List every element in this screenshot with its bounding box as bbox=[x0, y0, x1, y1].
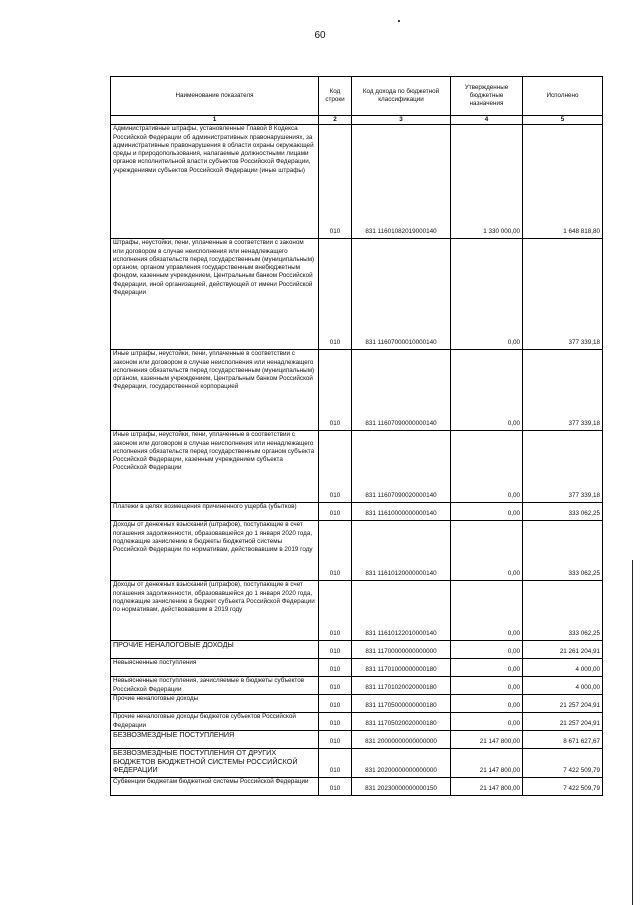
row-approved: 21 147 800,00 bbox=[451, 778, 523, 796]
row-executed: 4 000,00 bbox=[523, 677, 603, 695]
table-row bbox=[111, 731, 603, 749]
row-code: 010 bbox=[319, 677, 352, 695]
row-executed: 333 062,25 bbox=[523, 503, 603, 521]
budget-table bbox=[110, 76, 603, 796]
row-approved: 0,00 bbox=[451, 677, 523, 695]
row-name: Административные штрафы, установленные Главой 8 Кодекса Российской Федерации об административных правонарушениях, за административные правонарушения в области охраны окружающей среды и природопользования, налагаемые должностными лицами органов исполнительной власти субъектов Российской Федерации, учреждениями субъектов Российской Федерации (иные штрафы) bbox=[111, 125, 319, 239]
table-row bbox=[111, 713, 603, 731]
row-name: Иные штрафы, неустойки, пени, уплаченные в соответствии с законом или договором в случае неисполнения или ненадлежащего исполнения обязательств перед государственным органом субъекта Российской Федерации, казенным учреждением субъекта Российской Федерации bbox=[111, 431, 319, 503]
column-number: 4 bbox=[451, 116, 523, 125]
row-code: 010 bbox=[319, 125, 352, 239]
row-approved: 0,00 bbox=[451, 659, 523, 677]
row-kbk: 831 11610000000000140 bbox=[352, 503, 451, 521]
row-name: Невыясненные поступления bbox=[111, 659, 319, 677]
row-name: БЕЗВОЗМЕЗДНЫЕ ПОСТУПЛЕНИЯ ОТ ДРУГИХ БЮДЖЕТОВ БЮДЖЕТНОЙ СИСТЕМЫ РОССИЙСКОЙ ФЕДЕРАЦИИ bbox=[111, 749, 319, 778]
row-approved: 0,00 bbox=[451, 350, 523, 431]
row-name: Прочие неналоговые доходы бюджетов субъектов Российской Федерации bbox=[111, 713, 319, 731]
row-approved: 0,00 bbox=[451, 581, 523, 641]
row-kbk: 831 11705000000000180 bbox=[352, 695, 451, 713]
row-approved: 0,00 bbox=[451, 503, 523, 521]
row-executed: 8 671 627,67 bbox=[523, 731, 603, 749]
row-approved: 0,00 bbox=[451, 431, 523, 503]
row-code: 010 bbox=[319, 695, 352, 713]
row-name: Штрафы, неустойки, пени, уплаченные в соответствии с законом или договором в случае неисполнения или ненадлежащего исполнения обязательств перед государственным (муниципальным) органом, органом управления государственным внебюджетным фондом, казенным учреждением, Центральным банком Российской Федерации, иной организацией, действующей от имени Российской Федерации bbox=[111, 239, 319, 350]
row-executed: 333 062,25 bbox=[523, 581, 603, 641]
row-code: 010 bbox=[319, 350, 352, 431]
column-number-row bbox=[111, 116, 603, 125]
row-kbk: 831 11610122010000140 bbox=[352, 581, 451, 641]
row-kbk: 831 11607000010000140 bbox=[352, 239, 451, 350]
row-code: 010 bbox=[319, 641, 352, 659]
table-row bbox=[111, 503, 603, 521]
row-name: Прочие неналоговые доходы bbox=[111, 695, 319, 713]
row-code: 010 bbox=[319, 581, 352, 641]
column-number: 2 bbox=[319, 116, 352, 125]
row-approved: 0,00 bbox=[451, 521, 523, 581]
row-code: 010 bbox=[319, 659, 352, 677]
row-code: 010 bbox=[319, 431, 352, 503]
header-executed: Исполнено bbox=[523, 77, 603, 116]
table-body bbox=[111, 125, 603, 796]
table-row bbox=[111, 641, 603, 659]
header-row bbox=[111, 77, 603, 116]
row-kbk: 831 20000000000000000 bbox=[352, 731, 451, 749]
page-edge-line bbox=[632, 560, 633, 905]
row-name: Иные штрафы, неустойки, пени, уплаченные в соответствии с законом или договором в случае неисполнения или ненадлежащего исполнения обязательств перед государственным (муниципальным) органом, казенным учреждением, Центральным банком Российской Федерации, государственной корпорацией bbox=[111, 350, 319, 431]
row-kbk: 831 20200000000000000 bbox=[352, 749, 451, 778]
row-approved: 1 330 000,00 bbox=[451, 125, 523, 239]
row-code: 010 bbox=[319, 713, 352, 731]
header-kbk: Код дохода по бюджетной классификации bbox=[352, 77, 451, 116]
row-executed: 7 422 509,79 bbox=[523, 749, 603, 778]
scan-dot bbox=[398, 20, 400, 22]
row-executed: 21 257 204,91 bbox=[523, 713, 603, 731]
table-row bbox=[111, 521, 603, 581]
row-name: ПРОЧИЕ НЕНАЛОГОВЫЕ ДОХОДЫ bbox=[111, 641, 319, 659]
row-executed: 21 261 204,91 bbox=[523, 641, 603, 659]
row-kbk: 831 11705020020000180 bbox=[352, 713, 451, 731]
table-row bbox=[111, 749, 603, 778]
row-kbk: 831 11601082019000140 bbox=[352, 125, 451, 239]
row-kbk: 831 11607090020000140 bbox=[352, 431, 451, 503]
row-code: 010 bbox=[319, 503, 352, 521]
row-executed: 333 062,25 bbox=[523, 521, 603, 581]
row-name: Доходы от денежных взысканий (штрафов), поступающие в счет погашения задолженности, образовавшейся до 1 января 2020 года, подлежащие зачислению в бюджеты бюджетной системы Российской Федерации по нормативам, действовавшим в 2019 году bbox=[111, 521, 319, 581]
row-executed: 377 339,18 bbox=[523, 350, 603, 431]
row-kbk: 831 11610120000000140 bbox=[352, 521, 451, 581]
row-executed: 7 422 509,79 bbox=[523, 778, 603, 796]
row-executed: 377 339,18 bbox=[523, 239, 603, 350]
table-row bbox=[111, 239, 603, 350]
table-row bbox=[111, 659, 603, 677]
page-number: 60 bbox=[314, 30, 326, 41]
row-approved: 0,00 bbox=[451, 695, 523, 713]
row-approved: 0,00 bbox=[451, 641, 523, 659]
row-kbk: 831 11607090000000140 bbox=[352, 350, 451, 431]
table-row bbox=[111, 677, 603, 695]
row-kbk: 831 20230000000000150 bbox=[352, 778, 451, 796]
row-approved: 21 147 800,00 bbox=[451, 731, 523, 749]
row-name: БЕЗВОЗМЕЗДНЫЕ ПОСТУПЛЕНИЯ bbox=[111, 731, 319, 749]
row-executed: 1 648 818,80 bbox=[523, 125, 603, 239]
row-code: 010 bbox=[319, 749, 352, 778]
row-approved: 0,00 bbox=[451, 239, 523, 350]
header-name: Наименование показателя bbox=[111, 77, 319, 116]
table-row bbox=[111, 350, 603, 431]
row-kbk: 831 11701000000000180 bbox=[352, 659, 451, 677]
row-name: Доходы от денежных взысканий (штрафов), поступающие в счет погашения задолженности, образовавшейся до 1 января 2020 года, подлежащие зачислению в бюджет субъекта Российской Федерации по нормативам, действовавшим в 2019 году bbox=[111, 581, 319, 641]
row-kbk: 831 11701020020000180 bbox=[352, 677, 451, 695]
row-executed: 21 257 204,91 bbox=[523, 695, 603, 713]
header-code: Код строки bbox=[319, 77, 352, 116]
row-code: 010 bbox=[319, 778, 352, 796]
row-name: Невыясненные поступления, зачисляемые в бюджеты субъектов Российской Федерации bbox=[111, 677, 319, 695]
header-approved: Утвержденные бюджетные назначения bbox=[451, 77, 523, 116]
row-name: Субвенции бюджетам бюджетной системы Российской Федерации bbox=[111, 778, 319, 796]
row-executed: 4 000,00 bbox=[523, 659, 603, 677]
row-executed: 377 339,18 bbox=[523, 431, 603, 503]
column-number: 5 bbox=[523, 116, 603, 125]
table-row bbox=[111, 581, 603, 641]
row-name: Платежи в целях возмещения причиненного ущерба (убытков) bbox=[111, 503, 319, 521]
table-row bbox=[111, 431, 603, 503]
column-number: 1 bbox=[111, 116, 319, 125]
row-code: 010 bbox=[319, 239, 352, 350]
table-row bbox=[111, 695, 603, 713]
column-number: 3 bbox=[352, 116, 451, 125]
row-kbk: 831 11700000000000000 bbox=[352, 641, 451, 659]
row-approved: 21 147 800,00 bbox=[451, 749, 523, 778]
table-row bbox=[111, 778, 603, 796]
row-code: 010 bbox=[319, 731, 352, 749]
row-code: 010 bbox=[319, 521, 352, 581]
row-approved: 0,00 bbox=[451, 713, 523, 731]
table-row bbox=[111, 125, 603, 239]
